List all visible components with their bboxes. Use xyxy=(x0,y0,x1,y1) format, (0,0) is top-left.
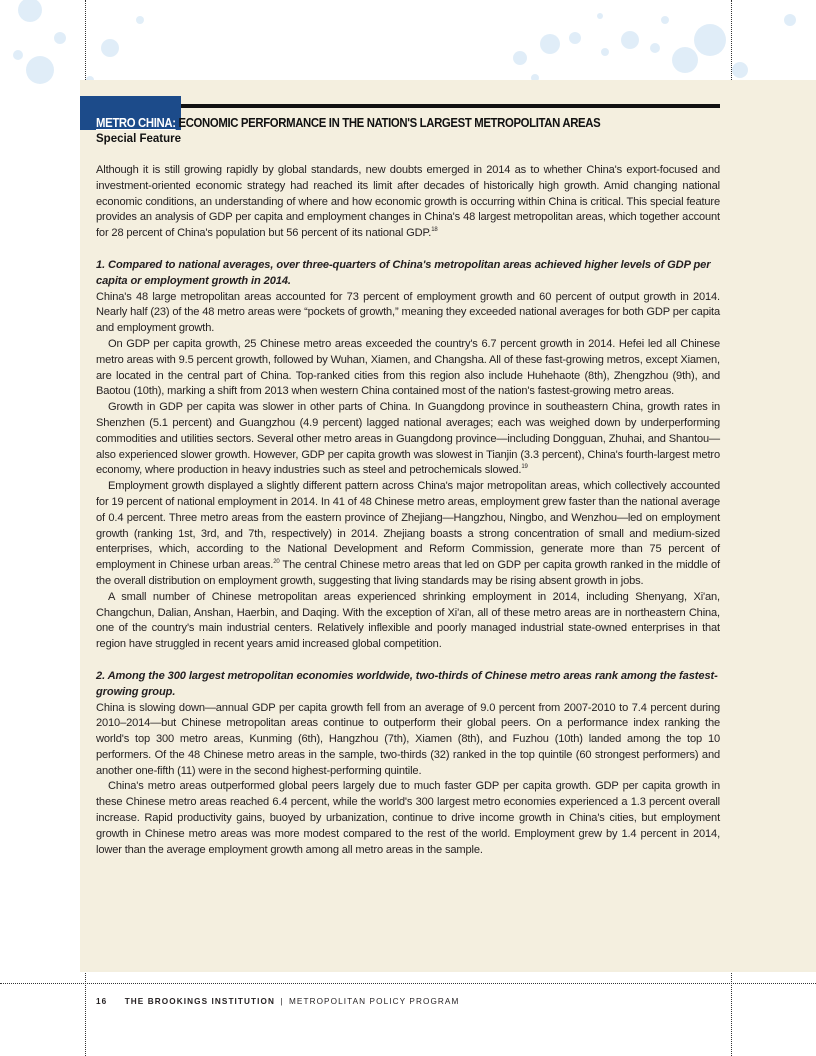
footer-separator: | xyxy=(280,997,284,1006)
title-rest: ECONOMIC PERFORMANCE IN THE NATION'S LARGEST METROPOLITAN AREAS xyxy=(178,115,601,130)
footnote-ref: 18 xyxy=(431,227,438,234)
article-body xyxy=(96,163,720,858)
title-highlight: METRO CHINA: xyxy=(96,115,176,130)
page-title xyxy=(96,115,646,130)
section-1-paragraph-5: A small number of Chinese metropolitan areas experienced shrinking employment in 2014, including Shenyang, Xi'an, Changchun, Dalian, Anshan, Haerbin, and Daqing. With the exception of Xi'an, all of these metro areas are in northeastern China, one of the country's main industrial centers. Relatively inflexible and poorly managed industrial state-owned enterprises in that region have struggled in recent years amid increased global competition. xyxy=(96,590,720,651)
section-1-paragraph-1: China's 48 large metropolitan areas accounted for 73 percent of employment growth and 60 percent of output growth in 2014. Nearly half (23) of the 48 metro areas were “pockets of growth,” meaning they exceeded national averages for both GDP per capita and employment growth. xyxy=(96,290,720,335)
crop-mark-bottom xyxy=(0,983,816,984)
footer-program: METROPOLITAN POLICY PROGRAM xyxy=(288,997,460,1006)
footnote-ref: 20 xyxy=(273,559,280,566)
title-rule xyxy=(181,104,720,108)
page-subtitle: Special Feature xyxy=(96,133,182,145)
section-2-heading: 2. Among the 300 largest metropolitan economies worldwide, two-thirds of Chinese metro areas rank among the fastest-growing group. xyxy=(96,669,718,698)
page-footer xyxy=(96,997,459,1006)
section-1-paragraph-4: Employment growth displayed a slightly different pattern across China's major metropolitan areas, which collectively accounted for 19 percent of national employment in 2014. In 41 of 48 Chinese metro areas, employment grew faster than the national average of 0.4 percent. Three metro areas from the eastern province of Zhejiang—Hangzhou, Ningbo, and Wenzhou—led on employment growth (ranking 1st, 3rd, and 7th, respectively) in 2014. Zhejiang boasts a strong concentration of small and medium-sized enterprises, which, according to the National Development and Reform Commission, generate more than 75 percent of employment in Chinese urban areas.$^{20}$ The central Chinese metro areas that led on GDP per capita growth ranked in the middle of the overall distribution on employment growth, suggesting that living standards may be rising absent growth in jobs. xyxy=(96,480,721,587)
section-1-paragraph-3: Growth in GDP per capita was slower in other parts of China. In Guangdong province in southeastern China, growth rates in Shenzhen (5.1 percent) and Guangzhou (4.9 percent) lagged national averages; each was weighed down by underperforming commodities and utilities sectors. Several other metro areas in Guangdong province—including Dongguan, Zhuhai, and Shantou—also experienced slower growth. However, GDP per capita growth was slowest in Tianjin (3.3 percent), China's fourth-largest metro economy, where production in heavy industries such as steel and petrochemicals slowed.$^{19}$ xyxy=(96,401,720,477)
footer-institution: THE BROOKINGS INSTITUTION xyxy=(124,997,275,1006)
footnote-ref: 19 xyxy=(521,464,528,471)
section-2-paragraph-1: China is slowing down—annual GDP per capita growth fell from an average of 9.0 percent from 2007-2010 to 7.4 percent during 2010–2014—but Chinese metropolitan areas continue to outperform their global peers. On a performance index ranking the world's top 300 metro areas, Kunming (6th), Hangzhou (7th), Xiamen (8th), and Fuzhou (10th) landed among the top 10 performers. Of the 48 Chinese metro areas in the sample, two-thirds (32) ranked in the top quintile (60 strongest performers) and another one-fifth (11) were in the second highest-performing quintile. xyxy=(96,701,720,777)
section-2-paragraph-2: China's metro areas outperformed global peers largely due to much faster GDP per capita growth. GDP per capita growth in these Chinese metro areas reached 6.4 percent, while the world's 300 largest metro economies experienced a 1.3 percent overall increase. Rapid productivity gains, buoyed by urbanization, continue to drive income growth in China's cities, but employment growth in Chinese metro areas was more modest compared to the rest of the world. Employment grew by 1.4 percent in 2014, lower than the average employment growth among all metro areas in the sample. xyxy=(96,780,720,856)
page-number: 16 xyxy=(96,997,108,1006)
intro-paragraph: Although it is still growing rapidly by global standards, new doubts emerged in 2014 as to whether China's export-focused and investment-oriented economic strategy had reached its limit after decades of historically high growth. Amid changing national economic conditions, an understanding of where and how economic growth is occurring within China is critical. This special feature provides an analysis of GDP per capita and employment changes in China's 48 largest metropolitan areas, which together account for 28 percent of China's population but 56 percent of its national GDP.$^{18}$ xyxy=(96,164,720,240)
section-1-heading: 1. Compared to national averages, over three-quarters of China's metropolitan areas achieved higher levels of GDP per capita or employment growth in 2014. xyxy=(96,258,711,287)
section-1-paragraph-2: On GDP per capita growth, 25 Chinese metro areas exceeded the country's 6.7 percent growth in 2014. Hefei led all Chinese metro areas with 9.5 percent growth, followed by Wuhan, Xiamen, and Changsha. All of these fast-growing metros, except Xiamen, are located in the central part of China. Top-ranked cities from this region also include Huhehaote (8th), Zhengzhou (9th), and Baotou (10th), marking a shift from 2013 when western China contained most of the nation's fastest-growing metro areas. xyxy=(96,337,720,398)
